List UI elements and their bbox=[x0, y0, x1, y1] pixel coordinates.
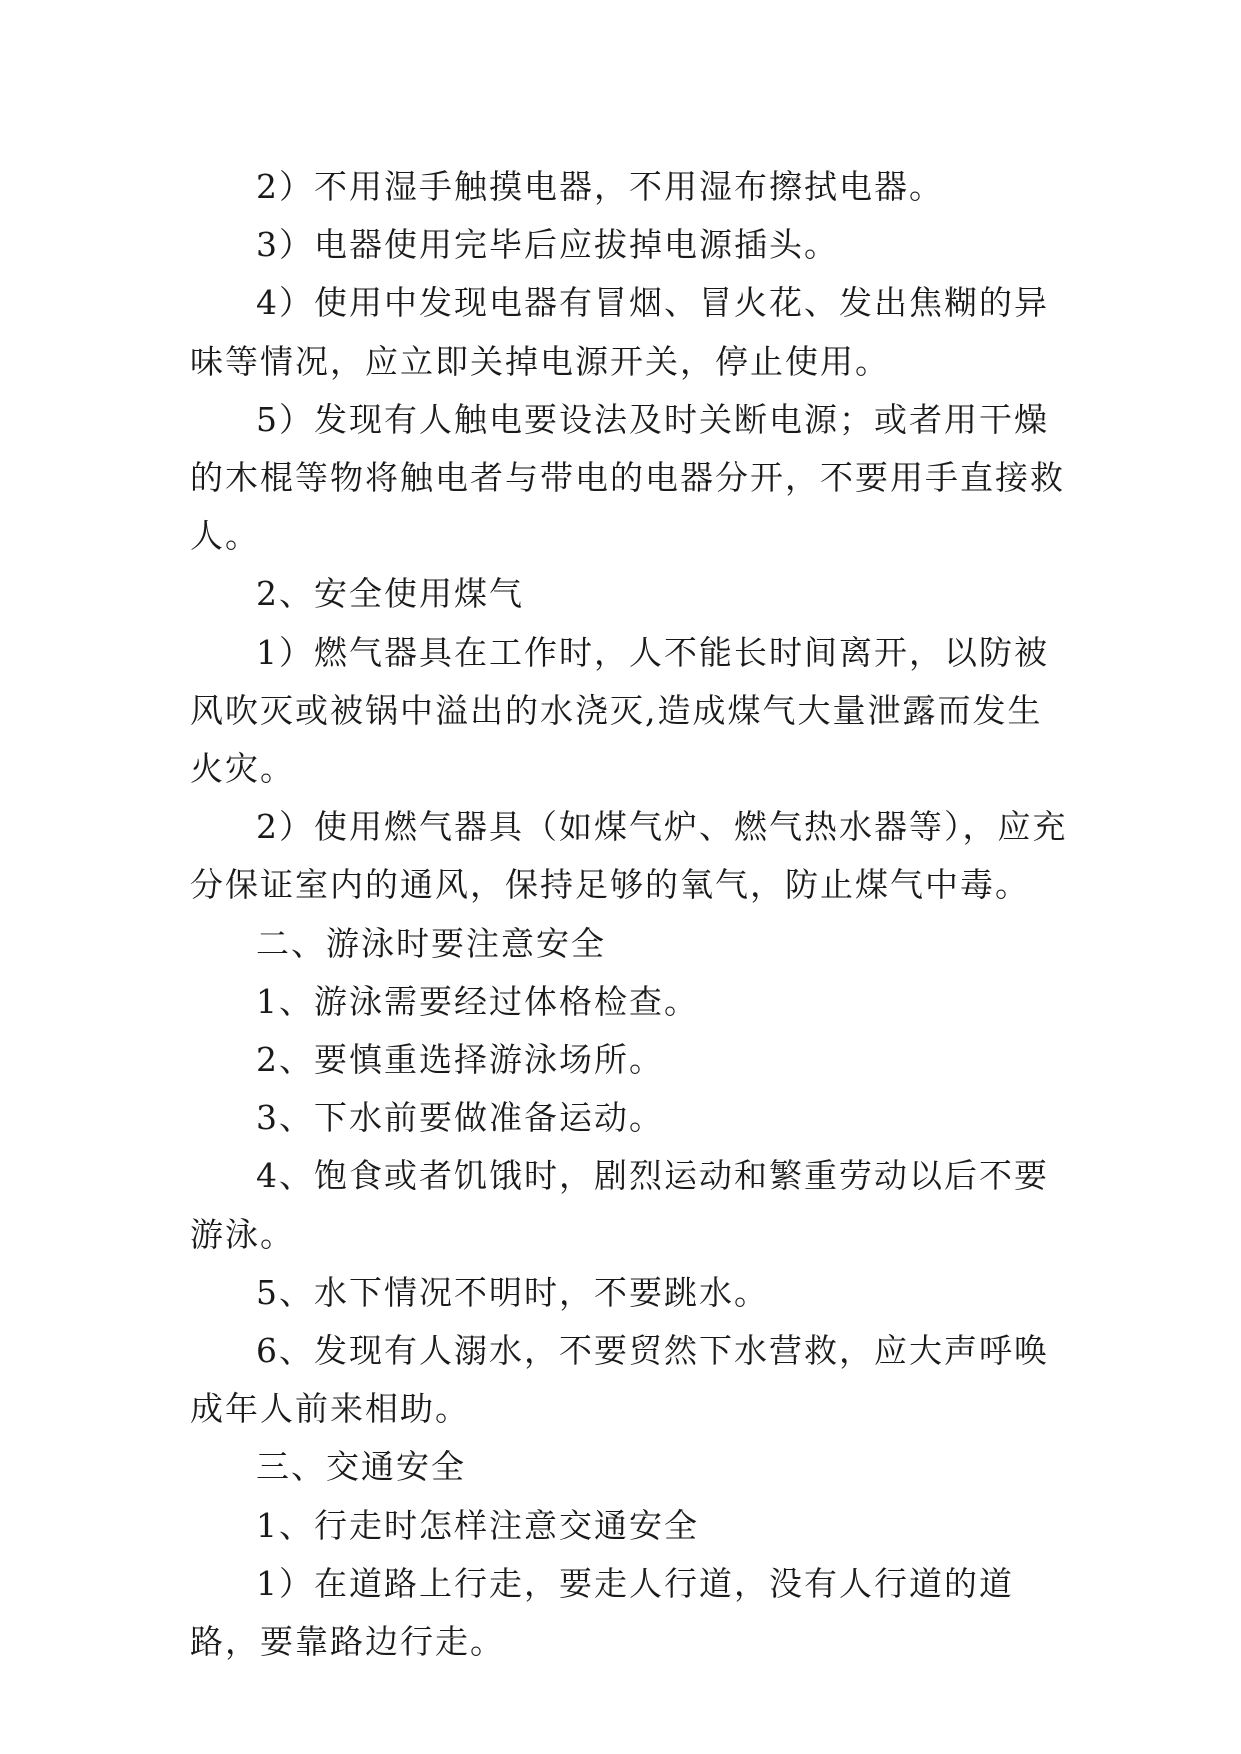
paragraph: 2）不用湿手触摸电器，不用湿布擦拭电器。 bbox=[256, 167, 944, 206]
paragraph: 2）使用燃气器具（如煤气炉、燃气热水器等），应充分保证室内的通风，保持足够的氧气，防止煤气中毒。 bbox=[190, 807, 1068, 905]
section-heading: 2、安全使用煤气 bbox=[256, 574, 524, 614]
paragraph: 1）燃气器具在工作时，人不能长时间离开，以防被风吹灭或被锅中溢出的水浇灭,造成煤气大量泄露而发生火灾。 bbox=[190, 632, 1049, 789]
paragraph: 2、要慎重选择游泳场所。 bbox=[256, 1040, 664, 1080]
section-heading: 二、游泳时要注意安全 bbox=[256, 923, 606, 963]
section-heading: 1、行走时怎样注意交通安全 bbox=[256, 1505, 699, 1545]
paragraph: 3、下水前要做准备运动。 bbox=[256, 1098, 664, 1138]
paragraph: 5、水下情况不明时，不要跳水。 bbox=[256, 1272, 769, 1312]
paragraph: 3）电器使用完毕后应拔掉电源插头。 bbox=[256, 225, 839, 265]
paragraph: 5）发现有人触电要设法及时关断电源；或者用干燥的木棍等物将触电者与带电的电器分开，不要用手直接救人。 bbox=[190, 399, 1065, 556]
paragraph: 1、游泳需要经过体格检查。 bbox=[256, 981, 699, 1021]
paragraph: 4、饱食或者饥饿时，剧烈运动和繁重劳动以后不要游泳。 bbox=[190, 1156, 1049, 1254]
paragraph: 4）使用中发现电器有冒烟、冒火花、发出焦糊的异味等情况，应立即关掉电源开关，停止使用。 bbox=[190, 283, 1049, 381]
document-body bbox=[190, 158, 1070, 1671]
paragraph: 1）在道路上行走，要走人行道，没有人行道的道路，要靠路边行走。 bbox=[190, 1563, 1014, 1662]
paragraph: 6、发现有人溺水，不要贸然下水营救，应大声呼唤成年人前来相助。 bbox=[190, 1331, 1049, 1429]
section-heading: 三、交通安全 bbox=[256, 1447, 466, 1487]
